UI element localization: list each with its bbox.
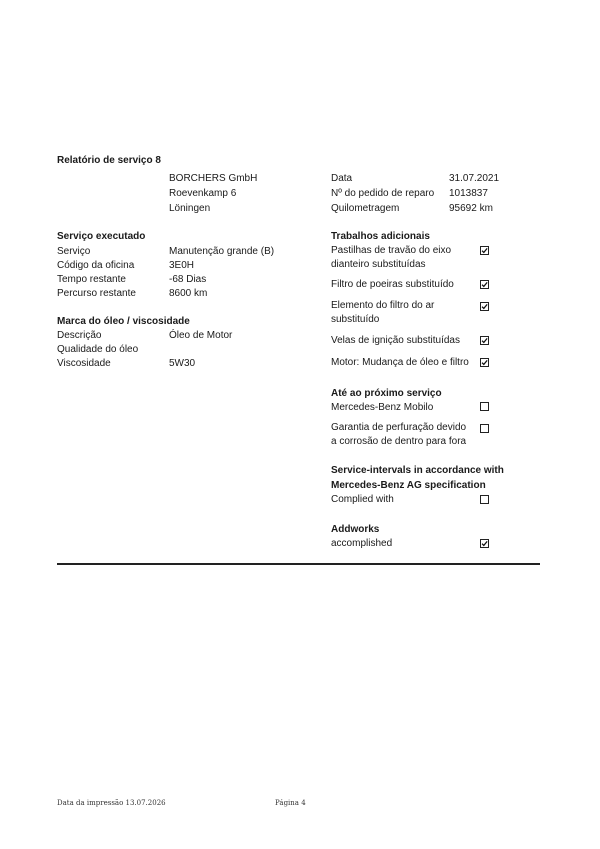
addworks-checkbox-accomplished[interactable]	[480, 539, 489, 548]
additional-checkbox-spark-plugs[interactable]	[480, 336, 489, 345]
intervals-checkbox-complied[interactable]	[480, 495, 489, 504]
additional-heading: Trabalhos adicionais	[331, 231, 430, 242]
additional-item-label: Pastilhas de travão do eixo	[331, 245, 452, 256]
oil-description-value: Óleo de Motor	[169, 330, 233, 341]
remaining-time-label: Tempo restante	[57, 274, 126, 285]
workshop-code-label: Código da oficina	[57, 260, 135, 271]
report-title: Relatório de serviço 8	[57, 155, 161, 166]
oil-viscosity-value: 5W30	[169, 358, 196, 369]
remaining-time-value: -68 Dias	[169, 274, 207, 285]
oil-description-label: Descrição	[57, 330, 102, 341]
city: Löningen	[169, 203, 211, 214]
additional-checkbox-dust-filter[interactable]	[480, 280, 489, 289]
remaining-distance-value: 8600 km	[169, 288, 208, 299]
additional-item-label: substituído	[331, 314, 380, 325]
intervals-heading-line1: Service-intervals in accordance with	[331, 465, 504, 476]
check-icon	[481, 247, 488, 254]
service-value: Manutenção grande (B)	[169, 246, 275, 257]
additional-item-brake-pads	[331, 244, 451, 272]
oil-heading: Marca do óleo / viscosidade	[57, 316, 190, 327]
next-service-heading: Até ao próximo serviço	[331, 388, 442, 399]
additional-checkbox-oil-change[interactable]	[480, 358, 489, 367]
check-icon	[481, 303, 488, 310]
next-service-item-corrosion	[331, 421, 466, 449]
additional-item-air-filter	[331, 299, 434, 327]
check-icon	[481, 337, 488, 344]
section-divider	[57, 563, 540, 565]
next-service-checkbox-corrosion[interactable]	[480, 424, 489, 433]
oil-quality-label: Qualidade do óleo	[57, 344, 139, 355]
meta-label-order: Nº do pedido de reparo	[331, 188, 435, 199]
meta-value-mileage: 95692 km	[449, 203, 493, 214]
meta-value-order: 1013837	[449, 188, 488, 199]
addworks-item-accomplished: accomplished	[331, 538, 393, 549]
footer-print-date: Data da impressão 13.07.2026	[57, 799, 166, 807]
intervals-heading-line2: Mercedes-Benz AG specification	[331, 480, 486, 491]
meta-value-date: 31.07.2021	[449, 173, 500, 184]
meta-label-date: Data	[331, 173, 353, 184]
street: Roevenkamp 6	[169, 188, 237, 199]
company-name: BORCHERS GmbH	[169, 173, 258, 184]
additional-checkbox-brake-pads[interactable]	[480, 246, 489, 255]
next-service-item-mobilo: Mercedes-Benz Mobilo	[331, 402, 434, 413]
additional-item-label: dianteiro substituídas	[331, 259, 426, 270]
workshop-code-value: 3E0H	[169, 260, 195, 271]
addworks-heading: Addworks	[331, 524, 380, 535]
check-icon	[481, 540, 488, 547]
additional-item-oil-change: Motor: Mudança de óleo e filtro	[331, 357, 469, 368]
remaining-distance-label: Percurso restante	[57, 288, 136, 299]
additional-item-label: Elemento do filtro do ar	[331, 300, 435, 311]
next-service-item-label: Garantia de perfuração devido	[331, 422, 467, 433]
check-icon	[481, 359, 488, 366]
service-heading: Serviço executado	[57, 231, 146, 242]
intervals-item-complied: Complied with	[331, 494, 394, 505]
next-service-item-label: a corrosão de dentro para fora	[331, 436, 467, 447]
additional-checkbox-air-filter[interactable]	[480, 302, 489, 311]
footer-page-number: Página 4	[275, 799, 306, 807]
additional-item-spark-plugs: Velas de ignição substituídas	[331, 335, 460, 346]
meta-label-mileage: Quilometragem	[331, 203, 400, 214]
check-icon	[481, 281, 488, 288]
service-label: Serviço	[57, 246, 91, 257]
oil-viscosity-label: Viscosidade	[57, 358, 111, 369]
additional-item-dust-filter: Filtro de poeiras substituído	[331, 279, 454, 290]
next-service-checkbox-mobilo[interactable]	[480, 402, 489, 411]
